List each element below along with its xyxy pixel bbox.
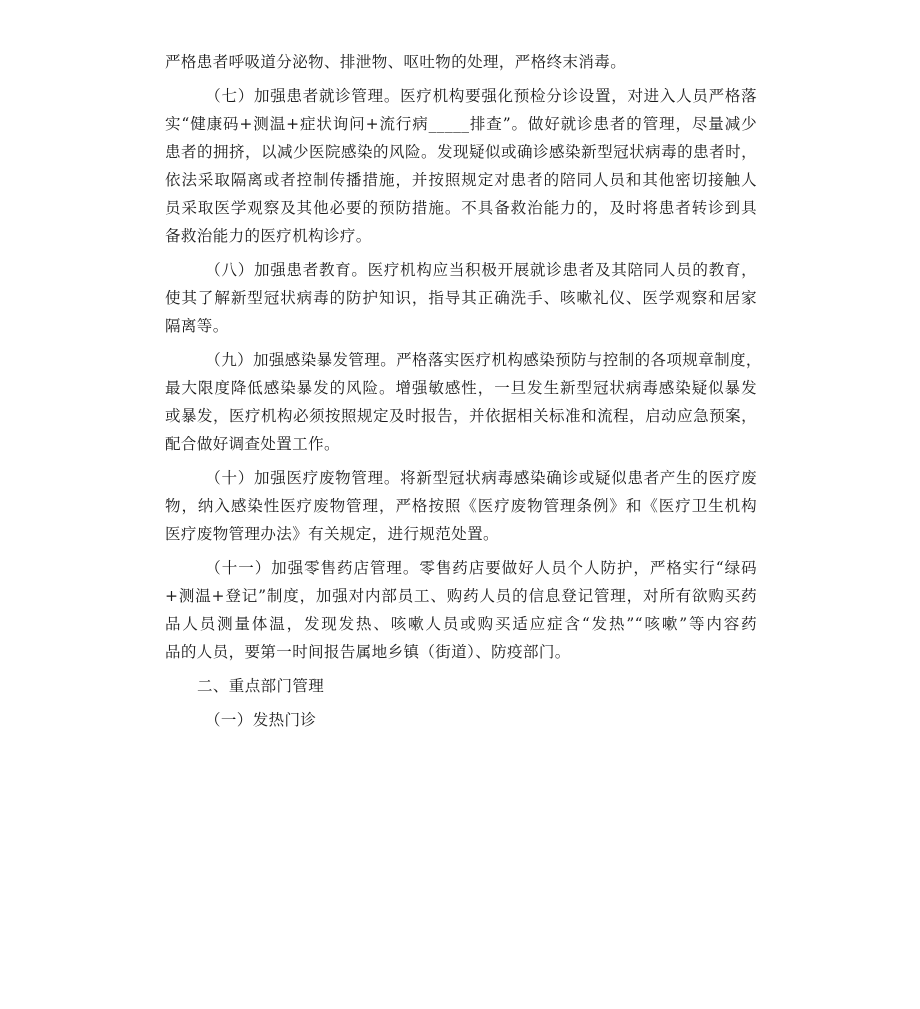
text-line: 依法采取隔离或者控制传播措施，并按照规定对患者的陪同人员和其他密切接触人	[165, 171, 757, 189]
paragraph-continuation	[165, 48, 757, 76]
paragraph-pharmacy-management	[165, 554, 757, 666]
text-line: 物，纳入感染性医疗废物管理，严格按照《医疗废物管理条例》和《医疗卫生机构	[165, 497, 757, 515]
text-line: 最大限度降低感染暴发的风险。增强敏感性，一旦发生新型冠状病毒感染疑似暴发	[165, 379, 757, 397]
text-line: 医疗废物管理办法》有关规定，进行规范处置。	[165, 525, 499, 543]
subsection-heading: （一）发热门诊	[205, 711, 317, 729]
text-line: +测温+登记”制度，加强对内部员工、购药人员的信息登记管理，对所有欲购买药	[165, 587, 757, 605]
text-line: （九）加强感染暴发管理。严格落实医疗机构感染预防与控制的各项规章制度，	[205, 351, 762, 369]
text-line: 隔离等。	[165, 317, 229, 335]
paragraph-patient-visit-management	[165, 82, 757, 250]
text-line: 或暴发，医疗机构必须按照规定及时报告，并依据相关标准和流程，启动应急预案，	[165, 407, 757, 425]
paragraph-outbreak-management	[165, 346, 762, 458]
text-line: 品的人员，要第一时间报告属地乡镇（街道）、防疫部门。	[165, 643, 571, 661]
text-line: 品人员测量体温，发现发热、咳嗽人员或购买适应症含“发热”“咳嗽”等内容药	[165, 615, 757, 633]
text-line: 使其了解新型冠状病毒的防护知识，指导其正确洗手、咳嗽礼仪、医学观察和居家	[165, 289, 757, 307]
text-line: （十）加强医疗废物管理。将新型冠状病毒感染确诊或疑似患者产生的医疗废	[205, 469, 757, 487]
text-line: （八）加强患者教育。医疗机构应当积极开展就诊患者及其陪同人员的教育，	[205, 261, 757, 279]
text-line: （十一）加强零售药店管理。零售药店要做好人员个人防护，严格实行“绿码	[205, 559, 757, 577]
document-page	[165, 48, 762, 740]
text-line: 备救治能力的医疗机构诊疗。	[165, 227, 372, 245]
text-line: 员采取医学观察及其他必要的预防措施。不具备救治能力的，及时将患者转诊到具	[165, 199, 757, 217]
section-heading: 二、重点部门管理	[197, 677, 325, 695]
text-line: 配合做好调查处置工作。	[165, 435, 340, 453]
text-line: 严格患者呼吸道分泌物、排泄物、呕吐物的处理，严格终末消毒。	[165, 53, 627, 71]
paragraph-patient-education	[165, 256, 757, 340]
text-line: 实“健康码+测温+症状询问+流行病_____排查”。做好就诊患者的管理，尽量减少	[165, 115, 757, 133]
text-line: 患者的拥挤，以减少医院感染的风险。发现疑似或确诊感染新型冠状病毒的患者时，	[165, 143, 757, 161]
paragraph-medical-waste-management	[165, 464, 757, 548]
text-line: （七）加强患者就诊管理。医疗机构要强化预检分诊设置，对进入人员严格落	[205, 87, 757, 105]
